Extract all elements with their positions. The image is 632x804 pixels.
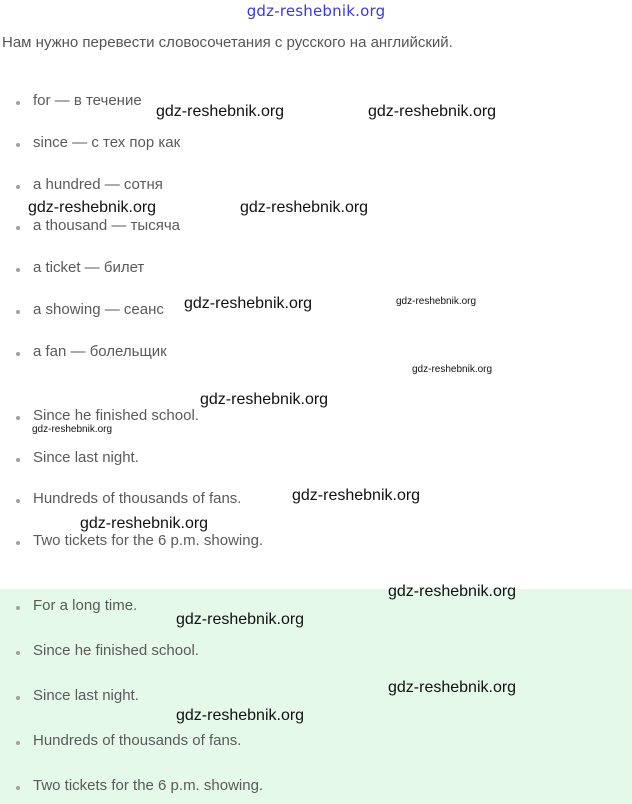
bullet-icon xyxy=(16,226,20,230)
bullet-icon xyxy=(16,143,20,147)
bullet-icon xyxy=(16,696,20,700)
watermark: gdz-reshebnik.org xyxy=(292,487,421,504)
bullet-icon xyxy=(16,651,20,655)
watermark: gdz-reshebnik.org xyxy=(240,199,369,216)
site-header-link[interactable]: gdz-reshebnik.org xyxy=(246,2,386,20)
watermark: gdz-reshebnik.org xyxy=(176,707,305,724)
watermark: gdz-reshebnik.org xyxy=(368,103,497,120)
watermark: gdz-reshebnik.org xyxy=(184,295,313,312)
bullet-icon xyxy=(16,310,20,314)
answer-box: For a long time. Since he finished school. Since last night. Hundreds of thousands of fans. Two tickets for the 6 p.m. showing. xyxy=(0,589,632,804)
watermark: gdz-reshebnik.org xyxy=(388,679,517,696)
watermark: gdz-reshebnik.org xyxy=(32,424,113,435)
watermark: gdz-reshebnik.org xyxy=(388,583,517,600)
bullet-icon xyxy=(16,541,20,545)
bullet-icon xyxy=(16,499,20,503)
watermark: gdz-reshebnik.org xyxy=(80,515,209,532)
watermark: gdz-reshebnik.org xyxy=(200,391,329,408)
bullet-icon xyxy=(16,786,20,790)
watermark: gdz-reshebnik.org xyxy=(156,103,285,120)
bullet-icon xyxy=(16,185,20,189)
watermark: gdz-reshebnik.org xyxy=(28,199,157,216)
bullet-icon xyxy=(16,458,20,462)
bullet-icon xyxy=(16,606,20,610)
bullet-icon xyxy=(16,352,20,356)
bullet-icon xyxy=(16,416,20,420)
bullet-icon xyxy=(16,268,20,272)
watermark: gdz-reshebnik.org xyxy=(176,611,305,628)
watermark: gdz-reshebnik.org xyxy=(396,296,477,307)
bullet-icon xyxy=(16,741,20,745)
intro-text: Нам нужно перевести словосочетания с русского на английский. xyxy=(2,34,453,51)
watermark: gdz-reshebnik.org xyxy=(412,364,493,375)
bullet-icon xyxy=(16,101,20,105)
